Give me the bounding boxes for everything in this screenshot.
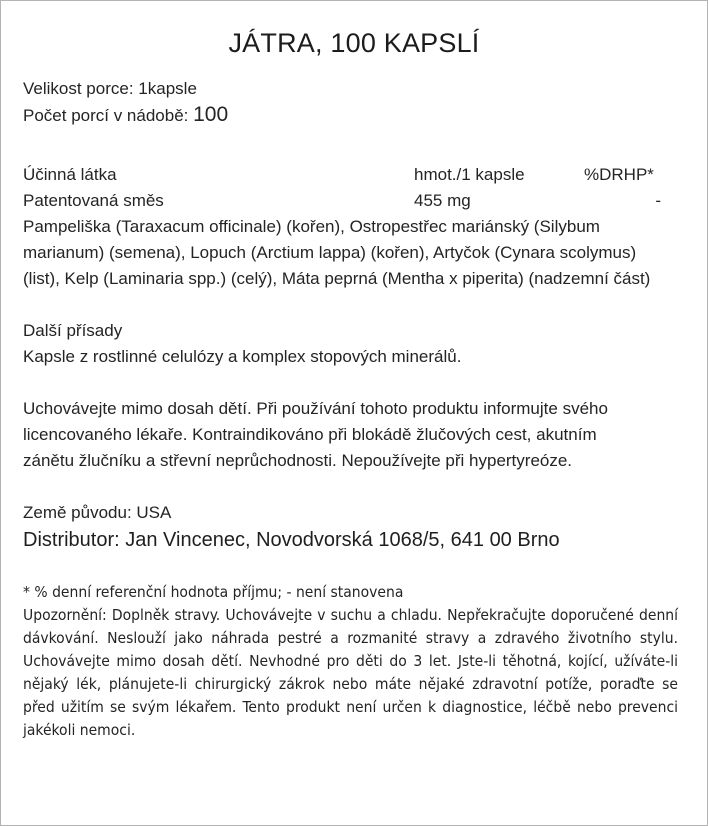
header-daily-value: %DRHP* bbox=[584, 165, 654, 185]
servings-per-container-value: 100 bbox=[193, 103, 229, 127]
serving-size-label: Velikost porce: bbox=[23, 79, 134, 99]
serving-size-row bbox=[23, 76, 685, 102]
spacer-before-warning bbox=[23, 370, 685, 396]
table-row bbox=[23, 188, 685, 214]
distributor-info: Distributor: Jan Vincenec, Novodvorská 1068/5, 641 00 Brno bbox=[23, 529, 560, 552]
serving-information bbox=[23, 76, 685, 129]
origin-section bbox=[23, 500, 685, 555]
proprietary-blend-ingredients: Pampeliška (Taraxacum officinale) (kořen), Ostropestřec mariánský (Silybum marianum) (semena), Lopuch (Arctium lappa) (kořen), Artyčok (Cynara scolymus) (list), Kelp (Laminaria spp.) (celý), Máta peprná (Mentha x piperita) (nadzemní část) bbox=[23, 217, 651, 289]
supplement-facts-table bbox=[23, 162, 685, 292]
other-ingredients-section bbox=[23, 318, 685, 370]
row-ingredient-name: Patentovaná směs bbox=[23, 191, 164, 211]
other-ingredients-heading: Další přísady bbox=[23, 321, 123, 341]
spacer-before-other-ingredients bbox=[23, 292, 685, 318]
daily-value-footnote: * % denní referenční hodnota příjmu; - není stanovena bbox=[23, 583, 404, 602]
country-of-origin: Země původu: USA bbox=[23, 503, 172, 523]
legal-fineprint: Upozornění: Doplněk stravy. Uchovávejte v suchu a chladu. Nepřekračujte doporučené denní dávkování. Neslouží jako náhrada pestré a rozmanité stravy a zdravého životního stylu. Uchovávejte mimo dosah dětí. Nevhodné pro děti do 3 let. Jste-li těhotná, kojící, užíváte-li nějaký lék, plánujete-li chirurgický zákrok nebo máte nějaké zdravotní potíže, poraďte se před užitím se svým lékařem. Tento produkt není určen k diagnostice, léčbě nebo prevenci jakékoli nemoci. bbox=[23, 606, 678, 740]
row-daily-value: - bbox=[655, 191, 661, 211]
serving-size-value: 1kapsle bbox=[138, 79, 197, 99]
servings-per-container-label: Počet porcí v nádobě: bbox=[23, 106, 189, 126]
warning-paragraph: Uchovávejte mimo dosah dětí. Při používání tohoto produktu informujte svého licencovaného lékaře. Kontraindikováno při blokádě žlučových cest, akutním zánětu žlučníku a střevní neprůchodnosti. Nepoužívejte při hypertyreóze. bbox=[23, 399, 608, 471]
row-amount-value: 455 mg bbox=[414, 191, 471, 211]
spacer-before-footnote bbox=[23, 555, 685, 581]
table-header-row bbox=[23, 162, 685, 188]
footer-section bbox=[23, 581, 685, 742]
other-ingredients-body: Kapsle z rostlinné celulózy a komplex stopových minerálů. bbox=[23, 347, 462, 367]
header-ingredient-name: Účinná látka bbox=[23, 165, 117, 185]
page-title: JÁTRA, 100 KAPSLÍ bbox=[228, 28, 480, 58]
label-content-area bbox=[1, 1, 707, 825]
servings-per-container-row bbox=[23, 102, 685, 129]
spacer-before-origin bbox=[23, 474, 685, 500]
header-amount-per-serving: hmot./1 kapsle bbox=[414, 165, 525, 185]
